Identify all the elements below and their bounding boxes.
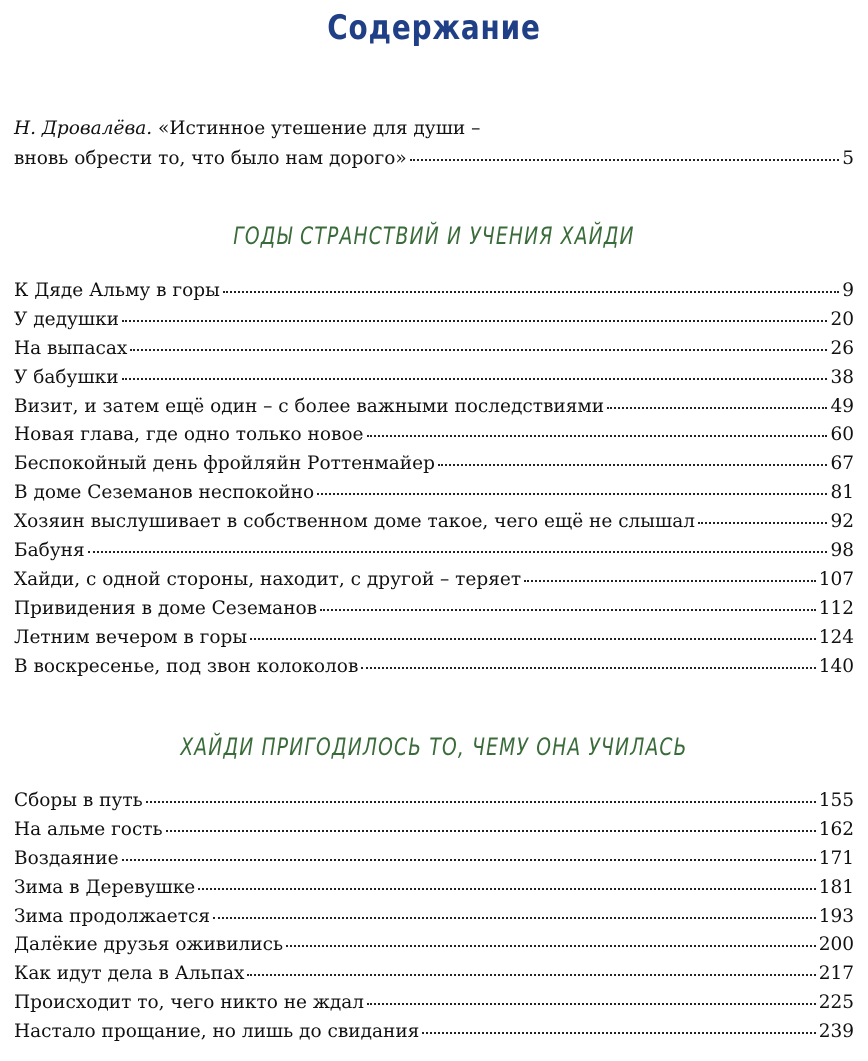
toc-entry-title: Хайди, с одной стороны, находит, с другой – теряет xyxy=(14,568,522,590)
toc-entry xyxy=(14,421,854,450)
toc-entry xyxy=(14,595,854,624)
toc-entry-title: Далёкие друзья оживились xyxy=(14,934,284,956)
toc-entry xyxy=(14,537,854,566)
toc-entry-page-number: 112 xyxy=(818,597,854,619)
toc-entry-title: В доме Сеземанов неспокойно xyxy=(14,482,315,504)
toc-entry xyxy=(14,874,854,903)
toc-entry-title: Как идут дела в Альпах xyxy=(14,963,245,985)
toc-entry-page-number: 162 xyxy=(818,818,854,840)
toc-entry-page-number: 217 xyxy=(818,963,854,985)
dot-leader xyxy=(320,609,816,611)
dot-leader xyxy=(122,859,816,861)
toc-entry xyxy=(14,931,854,960)
intro-author: Н. Дровалёва. xyxy=(14,118,153,139)
toc-entry-title: Бабуня xyxy=(14,540,85,562)
dot-leader xyxy=(166,830,816,832)
dot-leader xyxy=(122,378,828,380)
toc-entry-title: В воскресенье, под звон колоколов xyxy=(14,655,359,677)
toc-entry-page-number: 9 xyxy=(842,280,854,301)
toc-entry-page-number: 26 xyxy=(830,337,854,359)
toc-entry-page-number: 20 xyxy=(830,308,854,330)
toc-entry xyxy=(14,306,854,335)
intro-title-line-2: вновь обрести то, что было нам дорого» xyxy=(14,148,407,169)
toc-entry-title: Происходит то, чего никто не ждал xyxy=(14,992,365,1014)
dot-leader xyxy=(410,159,840,161)
toc-entry-page-number: 98 xyxy=(830,540,854,562)
toc-entry-title: На альме гость xyxy=(14,818,163,840)
section-title-2: ХАЙДИ ПРИГОДИЛОСЬ ТО, ЧЕМУ ОНА УЧИЛАСЬ xyxy=(180,733,688,761)
toc-entry-page-number: 225 xyxy=(818,992,854,1014)
dot-leader xyxy=(361,667,815,669)
toc-entry-page-number: 124 xyxy=(818,626,854,648)
toc-entry xyxy=(14,479,854,508)
toc-entry xyxy=(14,566,854,595)
toc-entry xyxy=(14,364,854,393)
dot-leader xyxy=(146,801,816,803)
toc-entry xyxy=(14,393,854,422)
toc-entry xyxy=(14,1018,854,1047)
toc-entry-page-number: 92 xyxy=(830,511,854,533)
toc-entry-page-number: 67 xyxy=(830,453,854,475)
toc-entry-page-number: 155 xyxy=(818,790,854,811)
toc-entry-title: Сборы в путь xyxy=(14,790,143,811)
page-title: Содержание xyxy=(327,8,541,48)
dot-leader xyxy=(317,493,827,495)
intro-title-line-1: «Истинное утешение для души – xyxy=(158,118,481,139)
toc-entry-page-number: 171 xyxy=(818,847,854,869)
toc-entry-title: Новая глава, где одно только новое xyxy=(14,424,364,446)
toc-entry-title: Воздаяние xyxy=(14,847,119,869)
toc-entry-title: Зима в Деревушке xyxy=(14,876,196,898)
dot-leader xyxy=(607,407,827,409)
section-title-1: ГОДЫ СТРАНСТВИЙ И УЧЕНИЯ ХАЙДИ xyxy=(233,222,635,250)
toc-entry-title: У бабушки xyxy=(14,366,119,388)
toc-entry-page-number: 38 xyxy=(830,366,854,388)
toc-entry-title: Настало прощание, но лишь до свидания xyxy=(14,1021,420,1043)
dot-leader xyxy=(286,945,816,947)
dot-leader xyxy=(367,435,828,437)
toc-entry xyxy=(14,277,854,306)
toc-entry-title: К Дяде Альму в горы xyxy=(14,280,220,301)
toc-entry-page-number: 140 xyxy=(818,655,854,677)
dot-leader xyxy=(250,638,816,640)
dot-leader xyxy=(367,1003,816,1005)
dot-leader xyxy=(247,974,815,976)
intro-line-2 xyxy=(14,144,854,174)
toc-entry xyxy=(14,787,854,816)
toc-entry xyxy=(14,989,854,1018)
toc-entry-page-number: 49 xyxy=(830,395,854,417)
toc-entry-title: Беспокойный день фройляйн Роттенмайер xyxy=(14,453,435,475)
toc-entry-title: Зима продолжается xyxy=(14,905,211,927)
toc-entry-page-number: 193 xyxy=(818,905,854,927)
toc-entry xyxy=(14,450,854,479)
dot-leader xyxy=(213,917,816,919)
toc-entry xyxy=(14,960,854,989)
toc-entry-page-number: 181 xyxy=(818,876,854,898)
toc-entry-page-number: 107 xyxy=(818,568,854,590)
toc-entry xyxy=(14,508,854,537)
dot-leader xyxy=(698,522,827,524)
dot-leader xyxy=(223,291,839,293)
dot-leader xyxy=(438,464,828,466)
toc-entry xyxy=(14,845,854,874)
toc-entry xyxy=(14,816,854,845)
intro-page-number: 5 xyxy=(842,148,854,169)
dot-leader xyxy=(198,888,815,890)
toc-entry-title: Летним вечером в горы xyxy=(14,626,248,648)
dot-leader xyxy=(524,580,816,582)
toc-entry xyxy=(14,653,854,682)
toc-entry-page-number: 200 xyxy=(818,934,854,956)
toc-entry xyxy=(14,335,854,364)
toc-entry-page-number: 239 xyxy=(818,1021,854,1043)
toc-entry-title: У дедушки xyxy=(14,308,119,330)
dot-leader xyxy=(422,1032,815,1034)
intro-line-1 xyxy=(14,114,854,144)
toc-entry xyxy=(14,903,854,932)
toc-entry-page-number: 81 xyxy=(830,482,854,504)
toc-list-section-1 xyxy=(14,277,854,681)
toc-entry-page-number: 60 xyxy=(830,424,854,446)
toc-entry-title: Визит, и затем ещё один – с более важными последствиями xyxy=(14,395,605,417)
dot-leader xyxy=(130,349,827,351)
dot-leader xyxy=(88,551,828,553)
toc-entry-title: Привидения в доме Сеземанов xyxy=(14,597,318,619)
toc-list-section-2 xyxy=(14,787,854,1047)
toc-entry xyxy=(14,624,854,653)
toc-entry-title: Хозяин выслушивает в собственном доме такое, чего ещё не слышал xyxy=(14,511,696,533)
dot-leader xyxy=(122,320,827,322)
intro-entry xyxy=(14,114,854,174)
toc-entry-title: На выпасах xyxy=(14,337,128,359)
